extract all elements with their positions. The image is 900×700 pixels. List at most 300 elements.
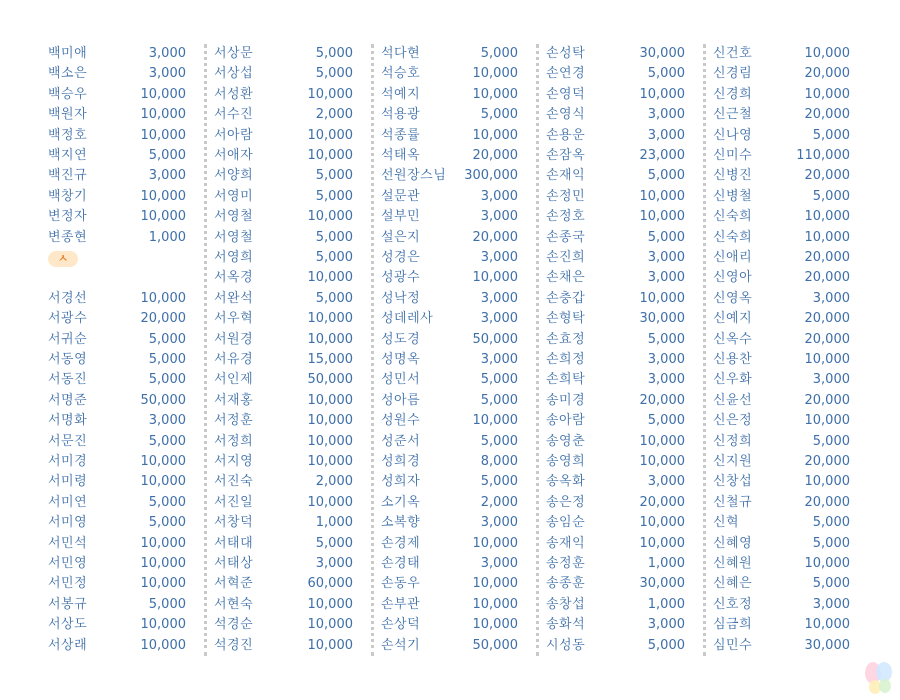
donation-amount: 60,000 (307, 576, 353, 592)
donation-amount: 5,000 (812, 127, 850, 143)
donor-name: 서정희 (214, 433, 254, 449)
section-badge: ㅅ (48, 251, 78, 267)
donor-name: 서상도 (48, 617, 88, 633)
donation-amount: 5,000 (148, 494, 186, 510)
donor-row (381, 636, 518, 656)
donor-row (214, 636, 353, 656)
donation-amount: 3,000 (148, 46, 186, 61)
donation-amount: 10,000 (472, 413, 518, 429)
donation-amount: 10,000 (140, 454, 186, 469)
donor-name: 성희경 (381, 454, 421, 469)
donation-amount: 10,000 (307, 209, 353, 225)
donation-amount: 20,000 (639, 392, 685, 408)
donation-amount: 20,000 (804, 250, 850, 265)
donor-row (381, 432, 518, 452)
donor-row (381, 207, 518, 227)
donor-row (713, 391, 850, 411)
donor-name: 서귀순 (48, 331, 88, 347)
donor-name: 송종훈 (546, 576, 586, 592)
donor-name: 백창기 (48, 188, 88, 204)
donor-row (713, 85, 850, 105)
donor-row (48, 574, 186, 594)
donation-amount: 30,000 (804, 637, 850, 653)
donor-name: 심금희 (713, 617, 753, 633)
donor-name: 신병철 (713, 188, 753, 204)
donor-name: 신경림 (713, 66, 753, 82)
donation-amount: 10,000 (639, 290, 685, 306)
donor-row (381, 472, 518, 492)
donor-name: 서영철 (214, 229, 254, 245)
donor-row (214, 146, 353, 166)
donation-amount: 20,000 (804, 331, 850, 347)
donation-amount: 5,000 (148, 372, 186, 388)
donor-row (713, 330, 850, 350)
donation-amount: 20,000 (472, 148, 518, 163)
donor-name: 손정호 (546, 209, 586, 225)
donation-amount: 10,000 (140, 617, 186, 633)
donor-row (546, 44, 685, 64)
donation-amount: 5,000 (480, 474, 518, 490)
donation-amount: 3,000 (812, 290, 850, 306)
donor-name: 서민영 (48, 556, 88, 571)
donor-name: 석종률 (381, 127, 421, 143)
donor-row (713, 105, 850, 125)
donation-amount: 10,000 (804, 86, 850, 102)
donor-row (48, 411, 186, 431)
donor-name: 백진규 (48, 168, 88, 184)
donor-name: 성준서 (381, 433, 421, 449)
donation-amount: 10,000 (140, 290, 186, 306)
donor-row (48, 432, 186, 452)
donation-amount: 5,000 (315, 250, 353, 265)
donor-row (546, 330, 685, 350)
donor-row (713, 248, 850, 268)
donor-row (214, 595, 353, 615)
donor-name: 백원자 (48, 107, 88, 123)
donor-name: 손충갑 (546, 290, 586, 306)
donor-name: 서문진 (48, 433, 88, 449)
donation-amount: 10,000 (639, 515, 685, 531)
donation-amount: 10,000 (307, 617, 353, 633)
donor-name: 신병진 (713, 168, 753, 184)
donor-row (381, 64, 518, 84)
donation-amount: 5,000 (480, 433, 518, 449)
donation-amount: 5,000 (148, 148, 186, 163)
donation-amount: 1,000 (647, 596, 685, 612)
donor-row (381, 105, 518, 125)
donation-amount: 5,000 (148, 352, 186, 367)
donor-name: 서인제 (214, 372, 254, 388)
donor-row (546, 248, 685, 268)
donor-row (381, 534, 518, 554)
donor-row (713, 615, 850, 635)
donor-name: 서상문 (214, 46, 254, 61)
donor-name: 손종국 (546, 229, 586, 245)
donation-amount: 10,000 (307, 86, 353, 102)
donor-name: 성경은 (381, 250, 421, 265)
donor-name: 석경순 (214, 617, 254, 633)
donor-name: 서양희 (214, 168, 254, 184)
donation-amount: 3,000 (480, 556, 518, 571)
donor-name: 송재익 (546, 535, 586, 551)
donor-name: 신지원 (713, 454, 753, 469)
donation-amount: 10,000 (140, 637, 186, 653)
donation-amount: 10,000 (140, 86, 186, 102)
donor-row (48, 44, 186, 64)
donor-name: 신정희 (713, 433, 753, 449)
donor-row (381, 554, 518, 574)
donor-row (713, 289, 850, 309)
donor-name: 서민석 (48, 535, 88, 551)
donation-amount: 10,000 (804, 617, 850, 633)
donor-row (214, 350, 353, 370)
donor-row (713, 126, 850, 146)
donor-row (214, 534, 353, 554)
donor-column-4 (546, 0, 685, 700)
donor-row (546, 105, 685, 125)
donor-row (713, 411, 850, 431)
donor-row (381, 391, 518, 411)
donor-name: 손석기 (381, 637, 421, 653)
donation-amount: 3,000 (647, 617, 685, 633)
donor-row (381, 126, 518, 146)
donation-amount: 50,000 (307, 372, 353, 388)
donor-name: 송옥화 (546, 474, 586, 490)
donor-name: 서태대 (214, 535, 254, 551)
donor-name: 송아람 (546, 413, 586, 429)
donation-amount: 3,000 (480, 250, 518, 265)
donor-name: 손성탁 (546, 46, 586, 61)
donor-row (48, 207, 186, 227)
donor-row (48, 636, 186, 656)
donation-amount: 3,000 (148, 413, 186, 429)
donor-name: 신예지 (713, 311, 753, 327)
donation-amount: 10,000 (140, 188, 186, 204)
donor-name: 신은정 (713, 413, 753, 429)
donor-row (214, 309, 353, 329)
donor-row (546, 493, 685, 513)
donation-amount: 10,000 (140, 127, 186, 143)
donor-name: 서영미 (214, 188, 254, 204)
donor-row (381, 268, 518, 288)
donor-row (546, 636, 685, 656)
donation-amount: 10,000 (140, 474, 186, 490)
donor-name: 백소은 (48, 66, 88, 82)
donor-row (381, 574, 518, 594)
donor-row (713, 228, 850, 248)
donation-amount: 10,000 (804, 46, 850, 61)
donor-name: 서미연 (48, 494, 88, 510)
donor-row (713, 574, 850, 594)
donor-row (713, 350, 850, 370)
donor-row (214, 493, 353, 513)
donation-amount: 2,000 (480, 494, 518, 510)
donor-name: 손영식 (546, 107, 586, 123)
donor-name: 서명준 (48, 392, 88, 408)
donor-name: 송은정 (546, 494, 586, 510)
donation-amount: 5,000 (315, 66, 353, 82)
donation-amount: 5,000 (148, 515, 186, 531)
donor-row (713, 534, 850, 554)
donor-name: 시성동 (546, 637, 586, 653)
donation-amount: 20,000 (472, 229, 518, 245)
donation-amount: 10,000 (804, 209, 850, 225)
donation-amount: 10,000 (639, 209, 685, 225)
donor-row (713, 309, 850, 329)
donor-row (546, 574, 685, 594)
donor-column-1 (48, 0, 186, 700)
donation-amount: 10,000 (639, 454, 685, 469)
donor-row (713, 472, 850, 492)
donor-row (48, 105, 186, 125)
donor-row (713, 554, 850, 574)
donor-row (48, 126, 186, 146)
donation-amount: 10,000 (140, 535, 186, 551)
donation-amount: 10,000 (140, 209, 186, 225)
donor-row (214, 574, 353, 594)
donor-row (381, 452, 518, 472)
donor-row (713, 432, 850, 452)
donor-row (48, 146, 186, 166)
donor-name: 송영희 (546, 454, 586, 469)
donor-row (381, 166, 518, 186)
donor-row (381, 146, 518, 166)
donation-amount: 1,000 (148, 229, 186, 245)
donation-amount: 3,000 (812, 372, 850, 388)
donation-amount: 10,000 (307, 311, 353, 327)
donor-column-5 (713, 0, 850, 700)
donor-row (48, 452, 186, 472)
donor-name: 신우화 (713, 372, 753, 388)
donation-amount: 10,000 (307, 596, 353, 612)
donor-name: 신숙희 (713, 229, 753, 245)
donation-amount: 3,000 (480, 188, 518, 204)
donor-row (381, 228, 518, 248)
donor-name: 송미경 (546, 392, 586, 408)
donation-amount: 5,000 (812, 515, 850, 531)
donor-row (214, 105, 353, 125)
donation-amount: 20,000 (639, 494, 685, 510)
donation-amount: 20,000 (804, 107, 850, 123)
donor-row (214, 166, 353, 186)
donor-row (713, 452, 850, 472)
donor-row (48, 330, 186, 350)
donor-name: 선원장스님 (381, 168, 447, 184)
donor-row (713, 268, 850, 288)
donation-amount: 3,000 (315, 556, 353, 571)
donor-name: 송임순 (546, 515, 586, 531)
donor-row (713, 493, 850, 513)
donation-amount: 1,000 (647, 556, 685, 571)
donation-amount: 3,000 (647, 250, 685, 265)
donor-name: 신용찬 (713, 352, 753, 367)
donor-row (713, 636, 850, 656)
donation-amount: 3,000 (647, 270, 685, 286)
donor-name: 신혁 (713, 515, 740, 531)
donor-name: 석용광 (381, 107, 421, 123)
donor-row (48, 350, 186, 370)
donor-name: 손정민 (546, 188, 586, 204)
donor-name: 손경태 (381, 556, 421, 571)
donation-amount: 3,000 (148, 66, 186, 82)
donor-row (214, 289, 353, 309)
donation-amount: 5,000 (647, 637, 685, 653)
donor-name: 소복향 (381, 515, 421, 531)
donor-name: 서미령 (48, 474, 88, 490)
donor-name: 성광수 (381, 270, 421, 286)
donor-row (381, 330, 518, 350)
donor-name: 신애리 (713, 250, 753, 265)
donation-amount: 5,000 (480, 46, 518, 61)
donor-name: 설은지 (381, 229, 421, 245)
donation-amount: 5,000 (480, 107, 518, 123)
donor-row (48, 187, 186, 207)
donor-name: 석경진 (214, 637, 254, 653)
donor-name: 서영철 (214, 209, 254, 225)
donor-name: 손상덕 (381, 617, 421, 633)
donor-name: 설부민 (381, 209, 421, 225)
donation-amount: 10,000 (140, 576, 186, 592)
donor-name: 신건호 (713, 46, 753, 61)
donor-name: 신영옥 (713, 290, 753, 306)
donation-amount: 10,000 (472, 270, 518, 286)
donor-name: 신혜원 (713, 556, 753, 571)
donor-row (546, 432, 685, 452)
donation-amount: 10,000 (639, 188, 685, 204)
donation-amount: 10,000 (804, 352, 850, 367)
donation-amount: 3,000 (647, 127, 685, 143)
donor-row (546, 228, 685, 248)
donor-row (381, 513, 518, 533)
donor-name: 백정호 (48, 127, 88, 143)
donor-row (48, 166, 186, 186)
donation-amount: 10,000 (804, 413, 850, 429)
donor-row (48, 554, 186, 574)
donor-row (546, 126, 685, 146)
donation-amount: 5,000 (812, 188, 850, 204)
donation-amount: 20,000 (804, 311, 850, 327)
donation-amount: 20,000 (140, 311, 186, 327)
donor-name: 성원수 (381, 413, 421, 429)
donation-amount: 10,000 (307, 433, 353, 449)
donor-name: 변종현 (48, 229, 88, 245)
donation-amount: 3,000 (647, 107, 685, 123)
donor-name: 석태옥 (381, 148, 421, 163)
donation-amount: 5,000 (315, 188, 353, 204)
donor-row (48, 534, 186, 554)
donor-column-2 (214, 0, 353, 700)
donor-row (214, 472, 353, 492)
donor-name: 손부관 (381, 596, 421, 612)
donation-amount: 10,000 (472, 127, 518, 143)
donation-amount: 5,000 (148, 331, 186, 347)
donor-row (48, 493, 186, 513)
donor-name: 신옥수 (713, 331, 753, 347)
donation-amount: 5,000 (647, 413, 685, 429)
donor-name: 서태상 (214, 556, 254, 571)
donor-name: 서미경 (48, 454, 88, 469)
donor-row (381, 309, 518, 329)
donor-row (546, 350, 685, 370)
donation-amount: 10,000 (472, 86, 518, 102)
donor-name: 송화석 (546, 617, 586, 633)
donation-amount: 3,000 (647, 474, 685, 490)
section-header (48, 248, 186, 268)
donor-name: 서영희 (214, 250, 254, 265)
donor-row (214, 44, 353, 64)
donor-row (48, 391, 186, 411)
donor-name: 서완석 (214, 290, 254, 306)
donor-row (214, 268, 353, 288)
donation-amount: 3,000 (480, 311, 518, 327)
donor-row (713, 595, 850, 615)
donor-row (713, 370, 850, 390)
donor-name: 신근철 (713, 107, 753, 123)
donation-amount: 2,000 (315, 107, 353, 123)
donation-amount: 30,000 (639, 311, 685, 327)
donor-column-3 (381, 0, 518, 700)
donor-name: 백승우 (48, 86, 88, 102)
donor-name: 송영춘 (546, 433, 586, 449)
donation-amount: 5,000 (315, 46, 353, 61)
donor-row (48, 85, 186, 105)
donor-name: 서상섭 (214, 66, 254, 82)
donor-name: 손희탁 (546, 372, 586, 388)
donor-name: 성민서 (381, 372, 421, 388)
donor-name: 백미애 (48, 46, 88, 61)
donor-name: 서지영 (214, 454, 254, 469)
donor-name: 손채은 (546, 270, 586, 286)
donor-row (48, 595, 186, 615)
donation-amount: 20,000 (804, 454, 850, 469)
donor-row (381, 289, 518, 309)
donor-name: 신철규 (713, 494, 753, 510)
donation-amount: 1,000 (315, 515, 353, 531)
donor-row (381, 411, 518, 431)
donation-amount: 50,000 (140, 392, 186, 408)
donation-amount: 50,000 (472, 331, 518, 347)
donor-row (214, 554, 353, 574)
donor-name: 신영아 (713, 270, 753, 286)
donor-row (214, 85, 353, 105)
donation-amount: 5,000 (812, 433, 850, 449)
donor-row (214, 370, 353, 390)
donor-name: 손효정 (546, 331, 586, 347)
donor-row (214, 64, 353, 84)
donor-row (214, 411, 353, 431)
donor-name: 설문관 (381, 188, 421, 204)
donor-name: 서동진 (48, 372, 88, 388)
donor-name: 신호정 (713, 596, 753, 612)
donor-row (381, 493, 518, 513)
donor-row (381, 85, 518, 105)
donor-row (48, 472, 186, 492)
donor-row (546, 268, 685, 288)
donor-name: 심민수 (713, 637, 753, 653)
donation-amount: 3,000 (480, 352, 518, 367)
donation-amount: 30,000 (639, 576, 685, 592)
donation-amount: 20,000 (804, 66, 850, 82)
donor-name: 서유경 (214, 352, 254, 367)
donor-name: 송창섭 (546, 596, 586, 612)
donation-amount: 5,000 (647, 66, 685, 82)
donor-name: 서민정 (48, 576, 88, 592)
donor-row (546, 166, 685, 186)
donation-amount: 3,000 (148, 168, 186, 184)
butterfly-logo-icon (862, 660, 896, 696)
donor-row (546, 615, 685, 635)
donor-row (546, 289, 685, 309)
